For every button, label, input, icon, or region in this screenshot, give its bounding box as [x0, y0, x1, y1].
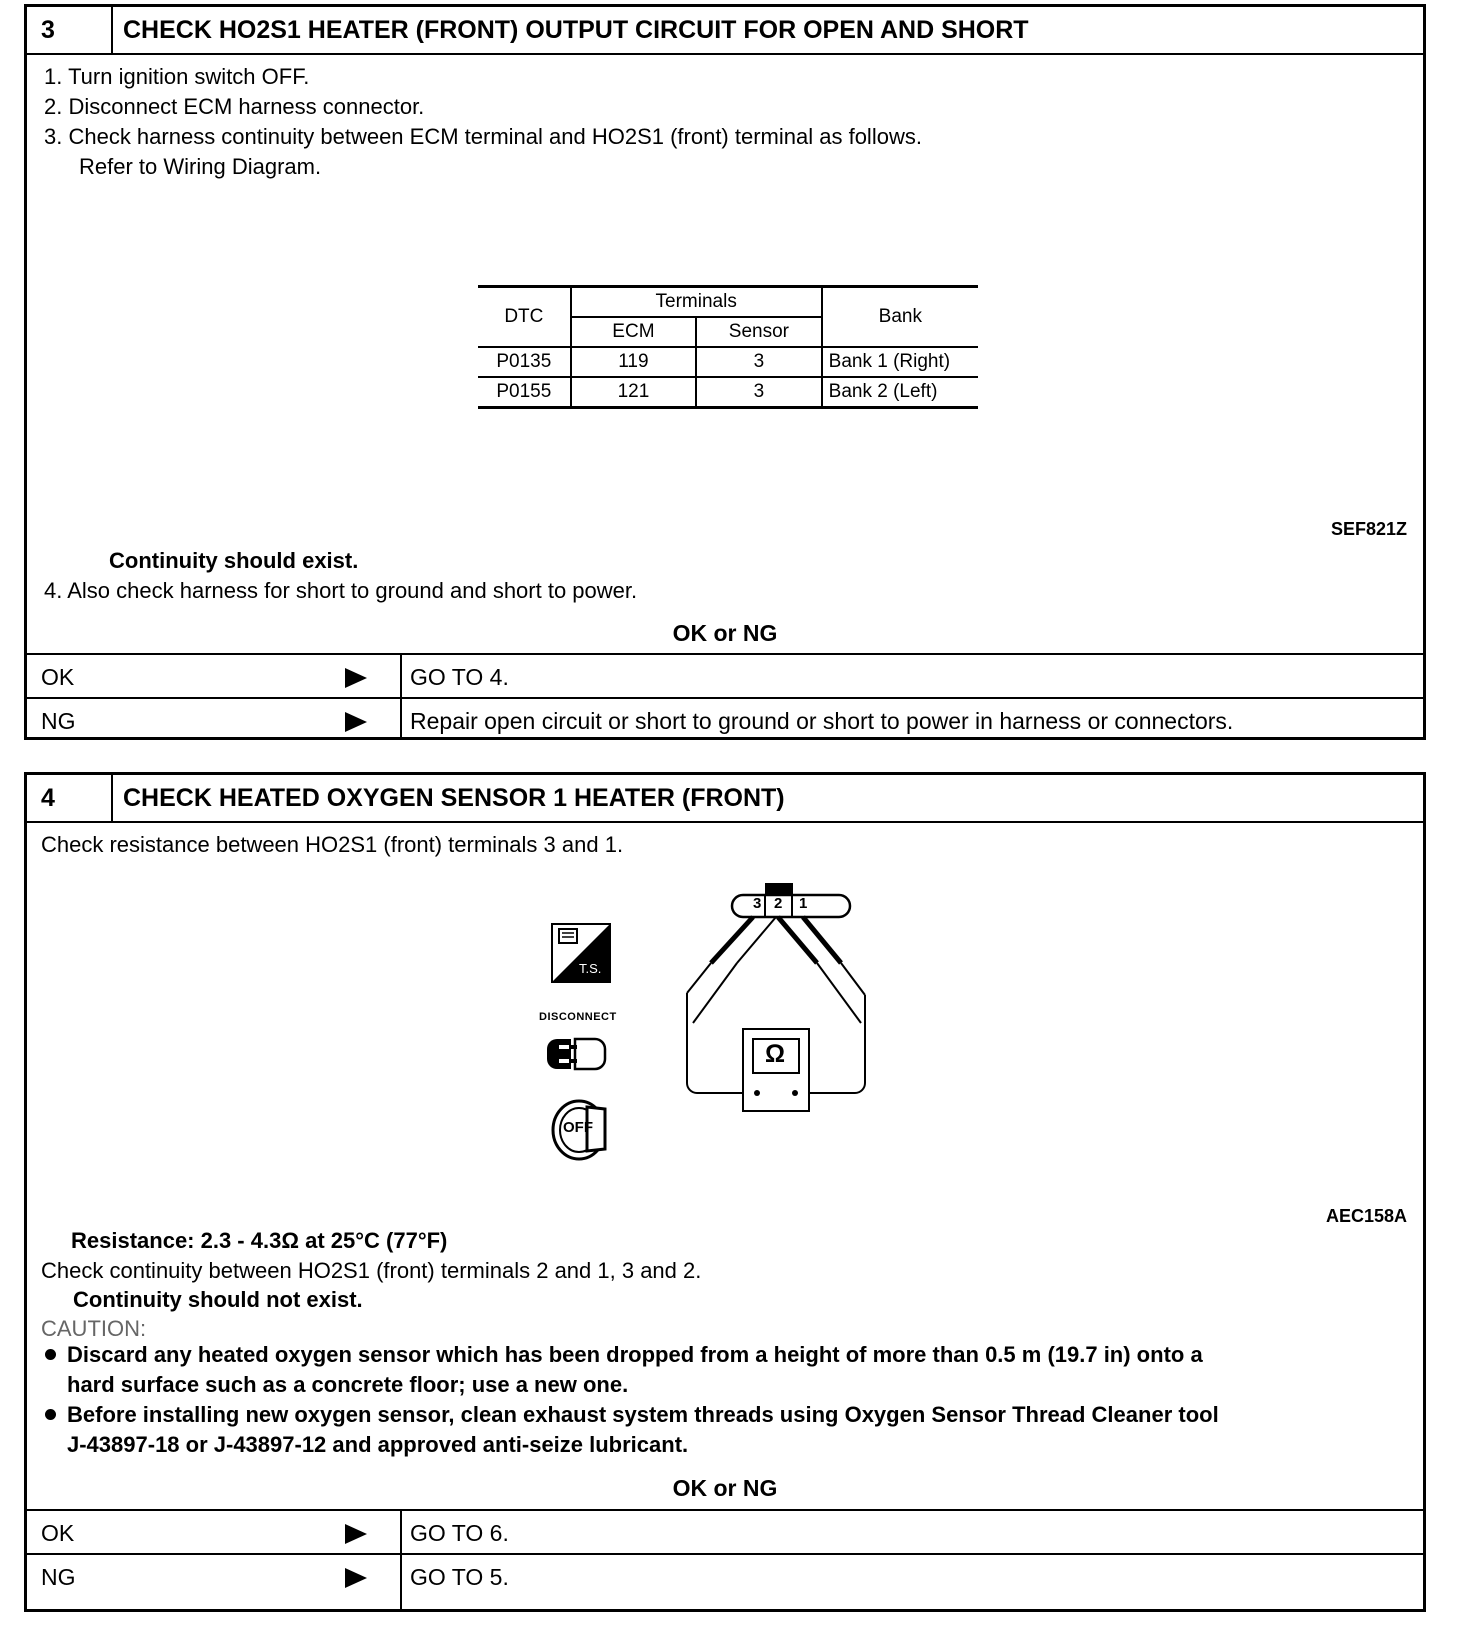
- instruction-3: 3. Check harness continuity between ECM terminal and HO2S1 (front) terminal as follows.: [44, 124, 922, 149]
- step-title: CHECK HEATED OXYGEN SENSOR 1 HEATER (FRONT): [123, 784, 785, 812]
- col-header-ecm: ECM: [571, 317, 696, 347]
- ohmmeter-diagram: [681, 883, 871, 1113]
- bullet: [45, 1409, 56, 1420]
- cell-sensor: 3: [696, 347, 822, 377]
- bullet: [45, 1349, 56, 1360]
- col-header-sensor: Sensor: [696, 317, 822, 347]
- ignition-off-icon: [547, 1097, 617, 1163]
- arrow-right-icon: [345, 668, 367, 688]
- pin-3: 3: [753, 895, 762, 912]
- table-row: [478, 347, 978, 377]
- intro-text: Check resistance between HO2S1 (front) terminals 3 and 1.: [41, 832, 624, 857]
- instruction-4: 4. Also check harness for short to ground and short to power.: [44, 578, 638, 603]
- figure-code: AEC158A: [1325, 1206, 1407, 1226]
- off-label: OFF: [563, 1119, 593, 1136]
- table-row: [478, 377, 978, 408]
- col-header-terminals: Terminals: [571, 287, 822, 318]
- ok-label: OK: [41, 664, 75, 690]
- ng-label: NG: [41, 1564, 76, 1590]
- cell-dtc: P0155: [478, 377, 571, 408]
- cell-sensor: 3: [696, 377, 822, 408]
- ts-icon: [551, 923, 611, 983]
- cell-ecm: 119: [571, 347, 696, 377]
- divider: [400, 699, 402, 739]
- instruction-2: 2. Disconnect ECM harness connector.: [44, 94, 425, 119]
- cell-dtc: P0135: [478, 347, 571, 377]
- ng-label: NG: [41, 708, 76, 734]
- ng-row: [27, 1553, 1423, 1611]
- ng-row: [27, 697, 1423, 739]
- pin-2: 2: [774, 895, 783, 912]
- divider: [400, 1511, 402, 1555]
- ok-action: GO TO 6.: [410, 1520, 509, 1546]
- continuity-check: Check continuity between HO2S1 (front) terminals 2 and 1, 3 and 2.: [41, 1258, 702, 1283]
- continuity-note: Continuity should not exist.: [73, 1287, 363, 1312]
- terminal-table: [478, 285, 978, 409]
- resistance-spec: Resistance: 2.3 - 4.3Ω at 25°C (77°F): [71, 1228, 448, 1253]
- step-4-box: [24, 772, 1426, 1612]
- cell-bank: Bank 1 (Right): [822, 347, 978, 377]
- step-4-header: [27, 775, 1423, 823]
- ng-action: GO TO 5.: [410, 1564, 509, 1590]
- instruction-1: 1. Turn ignition switch OFF.: [44, 64, 310, 89]
- caution-2-line-2: J-43897-18 or J-43897-12 and approved anti-seize lubricant.: [67, 1432, 689, 1457]
- ok-label: OK: [41, 1520, 75, 1546]
- col-header-bank: Bank: [822, 287, 978, 348]
- step-3-box: [24, 4, 1426, 740]
- cell-ecm: 121: [571, 377, 696, 408]
- ts-label: T.S.: [579, 961, 602, 976]
- step-number: 3: [27, 7, 113, 53]
- disconnect-icon: [535, 1011, 635, 1081]
- ng-action: Repair open circuit or short to ground or short to power in harness or connectors.: [410, 708, 1234, 734]
- ok-or-ng-label: OK or NG: [672, 620, 778, 646]
- instruction-3-sub: Refer to Wiring Diagram.: [79, 154, 322, 179]
- step-title: CHECK HO2S1 HEATER (FRONT) OUTPUT CIRCUIT FOR OPEN AND SHORT: [123, 16, 1029, 44]
- step-number: 4: [27, 775, 113, 821]
- arrow-right-icon: [345, 1568, 367, 1588]
- caution-1-line-2: hard surface such as a concrete floor; use a new one.: [67, 1372, 629, 1397]
- arrow-right-icon: [345, 1524, 367, 1544]
- ok-or-ng-label: OK or NG: [672, 1475, 778, 1501]
- step-3-header: [27, 7, 1423, 55]
- arrow-right-icon: [345, 712, 367, 732]
- ok-row: [27, 653, 1423, 699]
- caution-2-line-1: Before installing new oxygen sensor, clean exhaust system threads using Oxygen Sensor Thread Cleaner tool: [67, 1402, 1219, 1427]
- cell-bank: Bank 2 (Left): [822, 377, 978, 408]
- caution-1-line-1: Discard any heated oxygen sensor which has been dropped from a height of more than 0.5 m (19.7 in) onto a: [67, 1342, 1203, 1367]
- disconnect-label: DISCONNECT: [539, 1011, 617, 1023]
- pin-1: 1: [799, 895, 808, 912]
- divider: [400, 1555, 402, 1611]
- divider: [400, 655, 402, 699]
- caution-label: CAUTION:: [41, 1316, 147, 1341]
- ok-row: [27, 1509, 1423, 1555]
- ok-action: GO TO 4.: [410, 664, 509, 690]
- ohm-symbol: Ω: [765, 1040, 786, 1068]
- continuity-note: Continuity should exist.: [109, 548, 359, 573]
- figure-code: SEF821Z: [1330, 519, 1407, 539]
- col-header-dtc: DTC: [478, 287, 571, 348]
